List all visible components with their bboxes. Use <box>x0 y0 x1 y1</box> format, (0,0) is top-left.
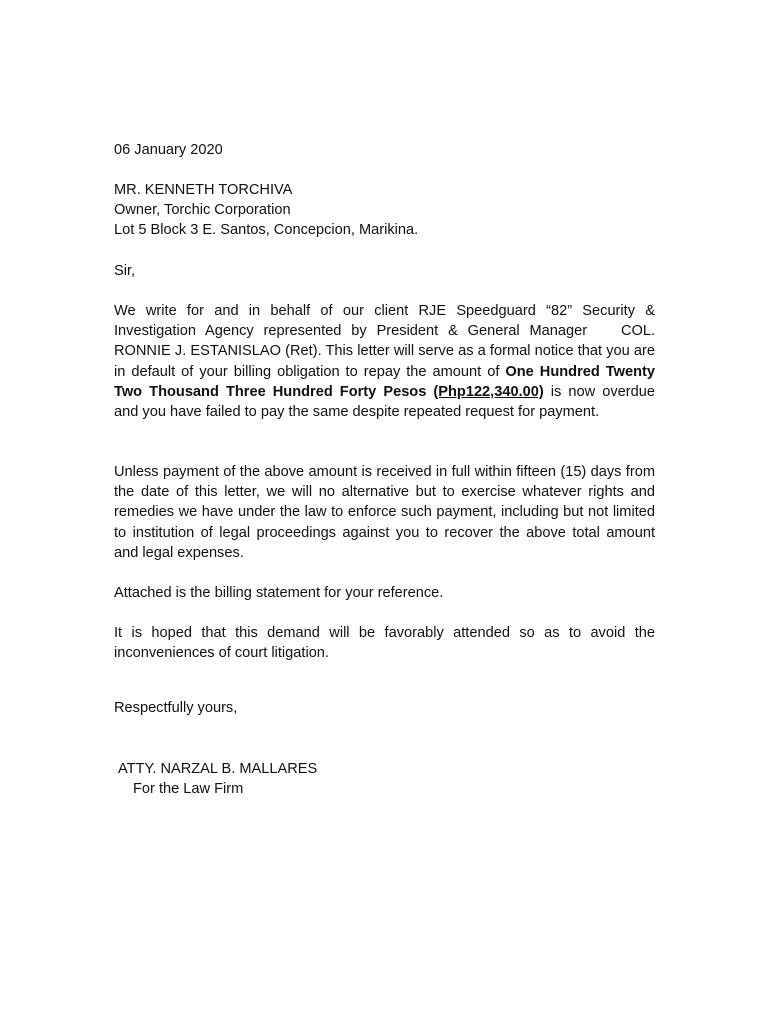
paragraph1-text-a: We write for and in behalf of our client RJE Speedguard “82” Security & Investigation Agency represented by President & General Manager <box>114 303 655 340</box>
recipient-name: MR. KENNETH TORCHIVA <box>114 182 293 198</box>
signatory-role: For the Law Firm <box>133 781 244 797</box>
amount-in-words: One Hundred Twenty Two Thousand Three Hundred Forty Pesos <box>114 363 655 400</box>
letter-date: 06 January 2020 <box>114 142 223 158</box>
recipient-address: Lot 5 Block 3 E. Santos, Concepcion, Marikina. <box>114 222 419 238</box>
salutation: Sir, <box>114 263 136 279</box>
signatory-name: ATTY. NARZAL B. MALLARES <box>118 761 318 777</box>
paragraph-attachment-note: Attached is the billing statement for your reference. <box>114 585 444 601</box>
amount-in-figures: (Php122,340.00) <box>433 383 544 400</box>
paragraph-payment-demand: Unless payment of the above amount is received in full within fifteen (15) days from the date of this letter, we will no alternative but to exercise whatever rights and remedies we have under the law to enforce such payment, including but not limited to institution of legal proceedings against you to recover the above total amount and legal expenses. <box>114 464 655 561</box>
recipient-title: Owner, Torchic Corporation <box>114 202 291 218</box>
paragraph-closing-hope: It is hoped that this demand will be favorably attended so as to avoid the inconveniences of court litigation. <box>114 625 655 662</box>
paragraph1-text-b: COL. RONNIE J. ESTANISLAO (Ret). This letter will serve as a formal notice that you are in default of your billing obligation to repay the amount of <box>114 323 655 380</box>
paragraph-default-notice <box>114 301 655 422</box>
paragraph1-text-c: is now overdue and you have failed to pay the same despite repeated request for payment. <box>114 383 655 421</box>
closing-phrase: Respectfully yours, <box>114 700 238 716</box>
